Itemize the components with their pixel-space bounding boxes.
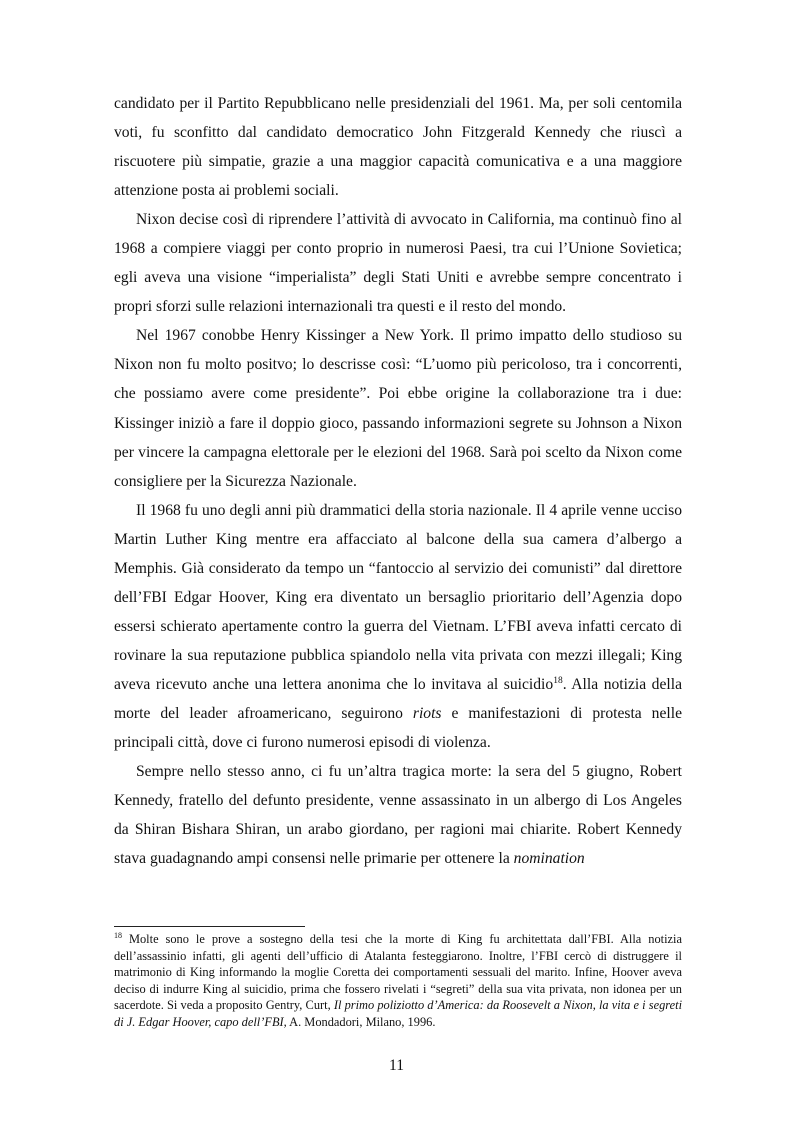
- paragraph-3: [114, 321, 682, 495]
- paragraph-4-text-c: e manifestazioni di protesta nelle principali città, dove ci furono numerosi episodi di violenza.: [114, 704, 682, 752]
- body-text: [114, 89, 682, 873]
- paragraph-4: [114, 496, 682, 757]
- footnote-book-title: Il primo poliziotto d’America: da Roosevelt a Nixon, la vita e i segreti di J. Edgar Hoover, capo dell’FBI,: [114, 998, 683, 1029]
- footnote-reference-18[interactable]: 18: [553, 675, 563, 686]
- paragraph-5-italic-nomination: nomination: [513, 850, 585, 868]
- footnote-18: [114, 931, 682, 1031]
- paragraph-4-italic-riots: riots: [412, 704, 442, 722]
- footnote-paragraph: [114, 931, 682, 1031]
- paragraph-4-text-b: . Alla notizia della morte del leader afroamericano, seguirono: [114, 675, 682, 722]
- paragraph-2-text: Nixon decise così di riprendere l’attività di avvocato in California, ma continuò fino al 1968 a compiere viaggi per conto proprio in numerosi Paesi, tra cui l’Unione Sovietica; egli aveva una visione “imperialista” degli Stati Uniti e avrebbe sempre concentrato i propri sforzi sulle relazioni internazionali tra questi e il resto del mondo.: [114, 211, 682, 316]
- paragraph-1: [114, 89, 682, 205]
- footnote-divider: [114, 926, 305, 927]
- paragraph-1-text: candidato per il Partito Repubblicano nelle presidenziali del 1961. Ma, per soli centomila voti, fu sconfitto dal candidato democratico John Fitzgerald Kennedy che riuscì a riscuotere più simpatie, grazie a una maggior capacità comunicativa e a una maggiore attenzione posta ai problemi sociali.: [114, 95, 682, 200]
- paragraph-5: [114, 757, 682, 873]
- page-number: 11: [388, 1057, 404, 1074]
- footnote-text-a: Molte sono le prove a sostegno della tesi che la morte di King fu architettata dall’FBI. Alla notizia dell’assassinio infatti, gli agenti dell’ufficio di Atalanta festeggiarono. Inoltre, l’FBI cercò di distruggere il matrimonio di King informando la moglie Coretta dei comportamenti sessuali del marito. Infine, Hoover aveva deciso di indurre King al suicidio, prima che fossero rivelati i “segreti” della sua vita privata, non idonea per un sacerdote. Si veda a proposito Gentry, Curt,: [114, 932, 682, 1013]
- footnote-number: 18: [114, 931, 122, 940]
- paragraph-3-text: Nel 1967 conobbe Henry Kissinger a New York. Il primo impatto dello studioso su Nixon non fu molto positvo; lo descrisse così: “L’uomo più pericoloso, tra i concorrenti, che possiamo avere come presidente”. Poi ebbe origine la collaborazione tra i due: Kissinger iniziò a fare il doppio gioco, passando informazioni segrete su Johnson a Nixon per vincere la campagna elettorale per le elezioni del 1968. Sarà poi scelto da Nixon come consigliere per la Sicurezza Nazionale.: [114, 327, 682, 490]
- footnote-text-b: A. Mondadori, Milano, 1996.: [286, 1014, 436, 1029]
- paragraph-2: [114, 205, 682, 321]
- paragraph-4-text-a: Il 1968 fu uno degli anni più drammatici della storia nazionale. Il 4 aprile venne ucciso Martin Luther King mentre era affacciato al balcone della sua camera d’albergo a Memphis. Già considerato da tempo un “fantoccio al servizio dei comunisti” dal direttore dell’FBI Edgar Hoover, King era diventato un bersaglio prioritario dell’Agenzia dopo essersi schierato apertamente contro la guerra del Vietnam. L’FBI aveva infatti cercato di rovinare la sua reputazione pubblica spiandolo nella vita privata con mezzi illegali; King aveva ricevuto anche una lettera anonima che lo invitava al suicidio: [114, 501, 682, 693]
- paragraph-5-text: Sempre nello stesso anno, ci fu un’altra tragica morte: la sera del 5 giugno, Robert Kennedy, fratello del defunto presidente, venne assassinato in un albergo di Los Angeles da Shiran Bishara Shiran, un arabo giordano, per ragioni mai chiarite. Robert Kennedy stava guadagnando ampi consensi nelle primarie per ottenere la: [114, 763, 682, 868]
